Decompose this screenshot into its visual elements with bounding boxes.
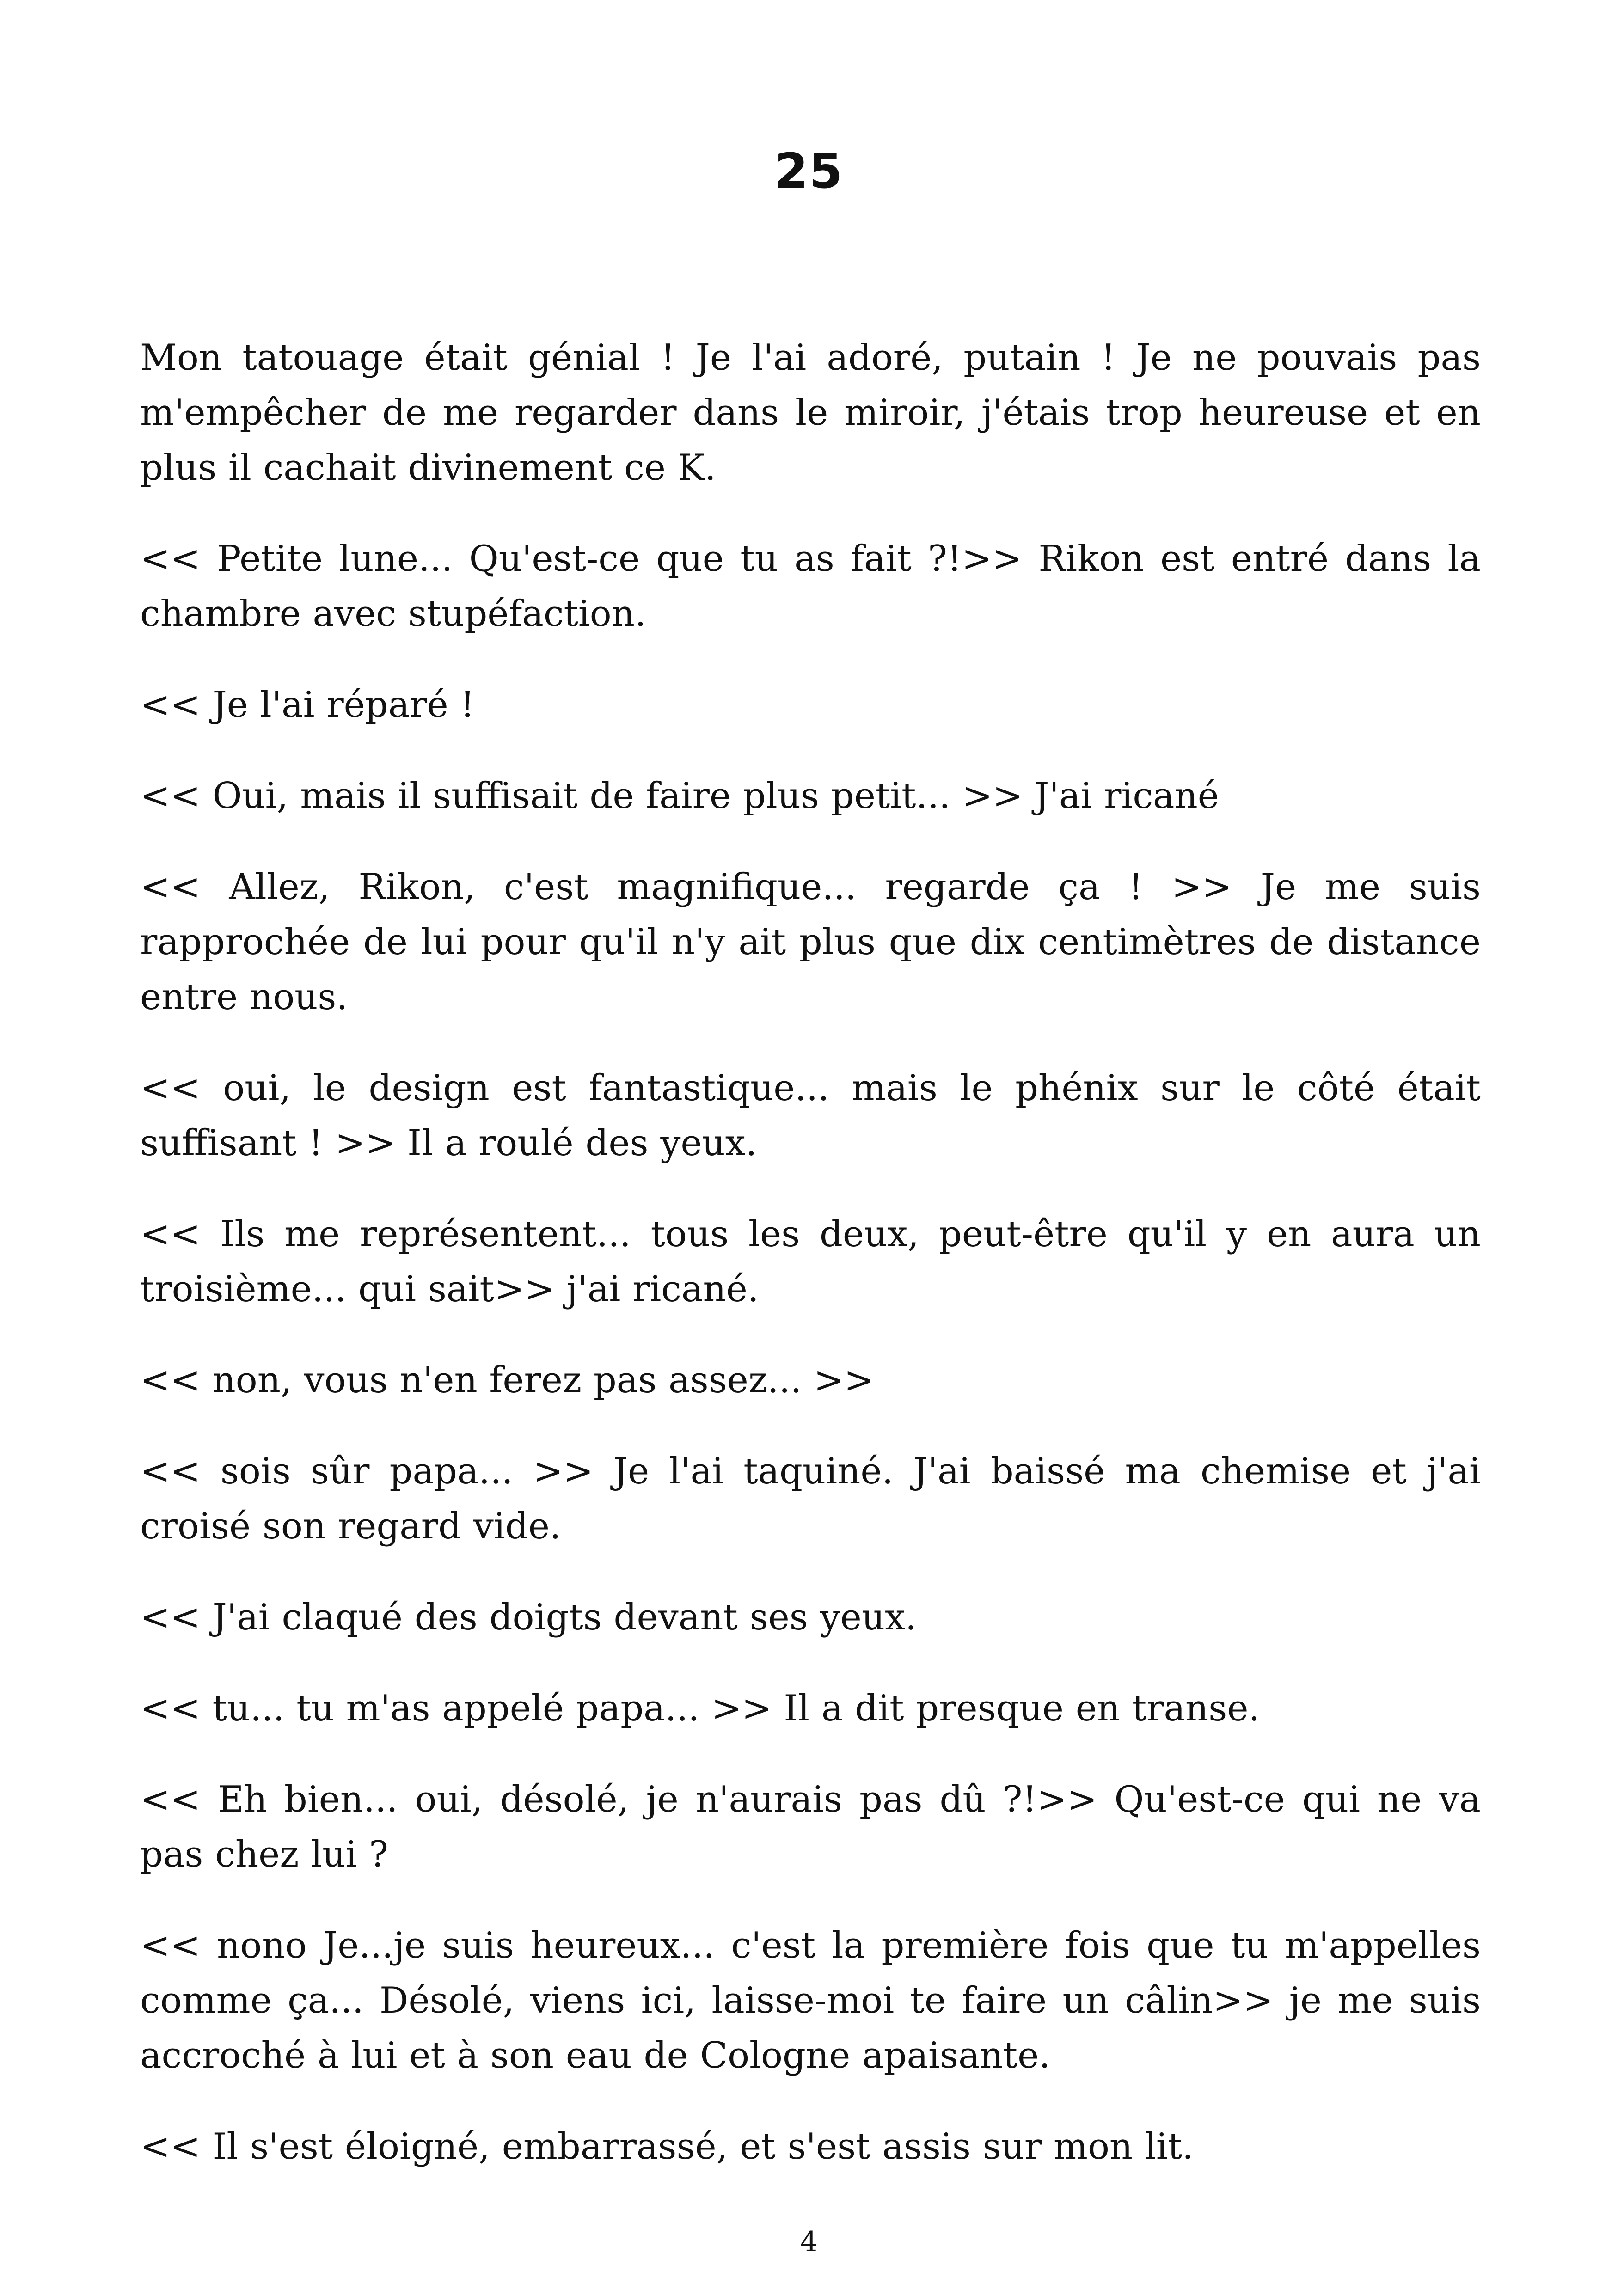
paragraph: Mon tatouage était génial ! Je l'ai adoré, putain ! Je ne pouvais pas m'empêcher de me regarder dans le miroir, j'étais trop heureuse et en plus il cachait divinement ce K. bbox=[140, 337, 1481, 489]
paragraph: << sois sûr papa... >> Je l'ai taquiné. J'ai baissé ma chemise et j'ai croisé son regard vide. bbox=[140, 1451, 1481, 1547]
paragraph: << oui, le design est fantastique... mais le phénix sur le côté était suffisant ! >> Il a roulé des yeux. bbox=[140, 1067, 1481, 1164]
chapter-body bbox=[140, 331, 1481, 2210]
paragraph: << J'ai claqué des doigts devant ses yeux. bbox=[140, 1597, 917, 1638]
page-number: 4 bbox=[800, 2226, 818, 2258]
paragraph: << Allez, Rikon, c'est magnifique... regarde ça ! >> Je me suis rapprochée de lui pour qu'il n'y ait plus que dix centimètres de distance entre nous. bbox=[140, 866, 1481, 1018]
paragraph: << Il s'est éloigné, embarrassé, et s'est assis sur mon lit. bbox=[140, 2126, 1194, 2167]
paragraph: << Petite lune... Qu'est-ce que tu as fait ?!>> Rikon est entré dans la chambre avec stupéfaction. bbox=[140, 538, 1481, 635]
paragraph: << tu... tu m'as appelé papa... >> Il a dit presque en transe. bbox=[140, 1688, 1260, 1729]
chapter-number: 25 bbox=[774, 143, 844, 199]
paragraph: << Oui, mais il suffisait de faire plus petit... >> J'ai ricané bbox=[140, 775, 1219, 817]
paragraph: << Je l'ai réparé ! bbox=[140, 684, 475, 726]
paragraph: << non, vous n'en ferez pas assez... >> bbox=[140, 1359, 874, 1401]
paragraph: << Ils me représentent... tous les deux, peut-être qu'il y en aura un troisième... qui sait>> j'ai ricané. bbox=[140, 1213, 1481, 1310]
paragraph: << nono Je...je suis heureux... c'est la première fois que tu m'appelles comme ça... Désolé, viens ici, laisse-moi te faire un câlin>> je me suis accroché à lui et à son eau de Cologne apaisante. bbox=[140, 1925, 1481, 2076]
paragraph: << Eh bien... oui, désolé, je n'aurais pas dû ?!>> Qu'est-ce qui ne va pas chez lui ? bbox=[140, 1779, 1481, 1875]
